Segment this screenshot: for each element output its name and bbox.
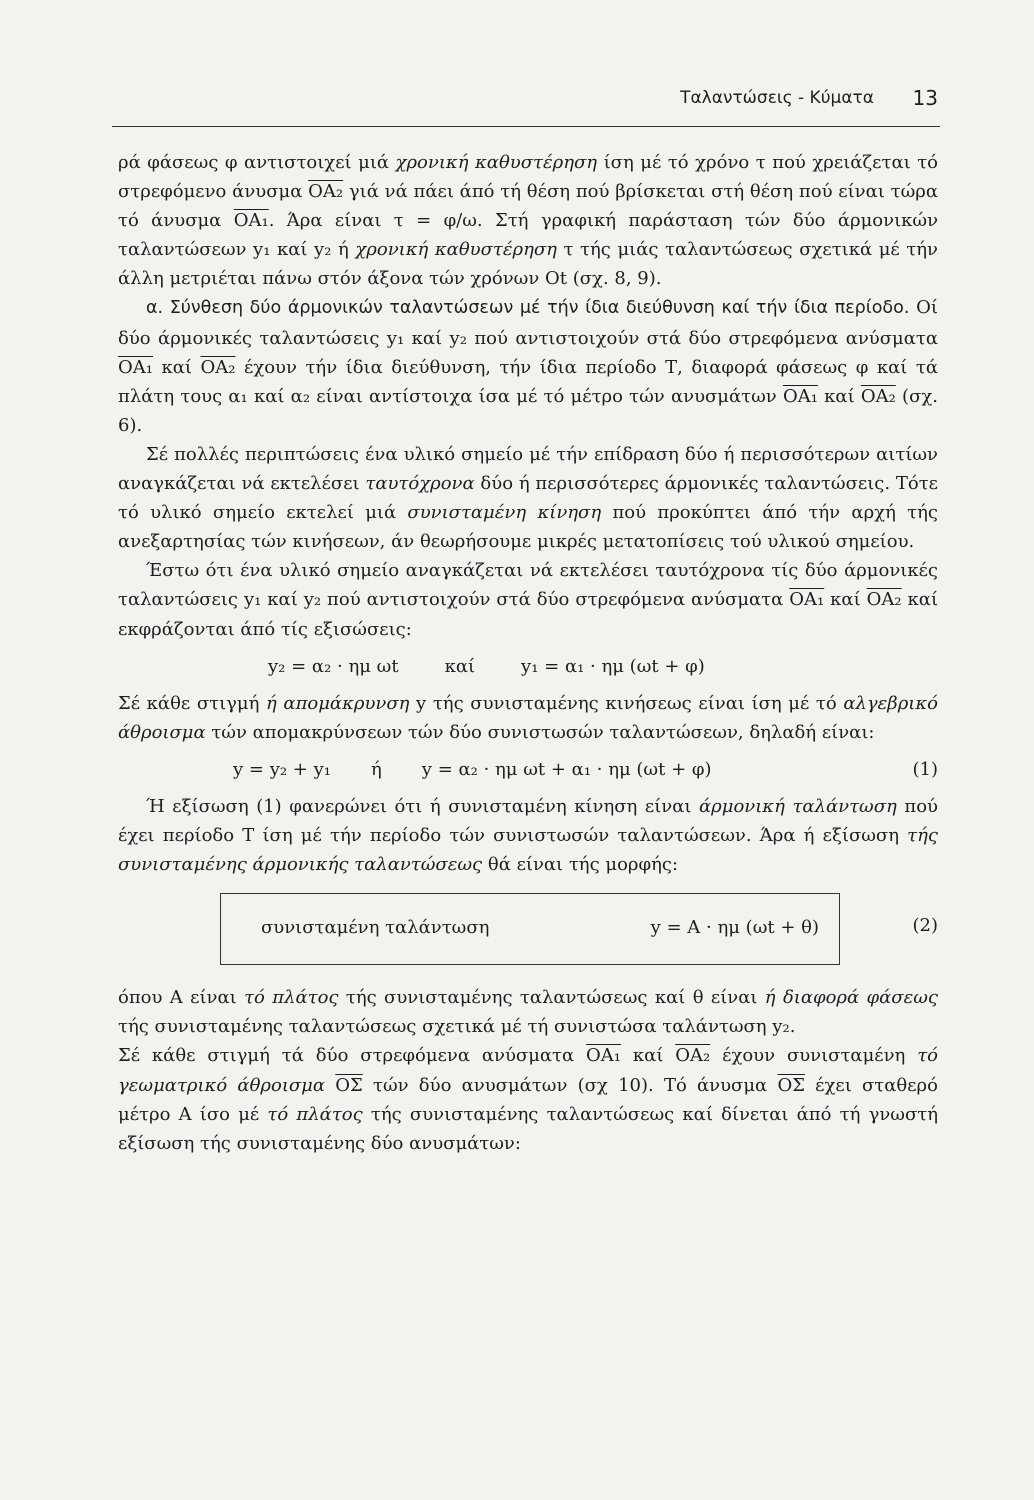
text: γιά νά πάει άπό τή θέση πού βρίσκεται στή θέση πού είναι τώρα τό άνυσμα [118, 181, 938, 232]
vector-symbol: OA₂ [200, 356, 236, 378]
paragraph-displacement [118, 689, 938, 747]
emphasis: ή απομάκρυνση [266, 692, 410, 714]
equation-1-left: y = y₂ + y₁ [233, 758, 331, 780]
emphasis: συνισταμένη κίνηση [407, 502, 602, 524]
text: y τής συνισταμένης κινήσεως είναι ίση μέ τό [409, 692, 844, 714]
equation-number: (2) [912, 915, 938, 937]
text: όπου Α είναι [118, 987, 245, 1009]
equation-1 [118, 755, 938, 784]
vector-symbol: OA₁ [586, 1045, 622, 1067]
vector-symbol: OA₁ [789, 589, 825, 611]
equation-connector: καί [444, 655, 476, 677]
text [325, 1075, 335, 1096]
text: δύο ή περισσότερες άρμονικές ταλαντώσεις. Τότε τό υλικό σημείο εκτελεί μιά [118, 473, 938, 524]
equation-y2: y₂ = α₂ · ημ ωt [268, 655, 399, 677]
emphasis: τό πλάτος [267, 1103, 363, 1125]
page-header [112, 86, 940, 116]
equation-connector: ή [371, 758, 382, 780]
text: καί [824, 589, 867, 611]
text: τ τής μιάς ταλαντώσεως σχετικά μέ τήν άλλη μετριέται πάνω στόν άξονα τών χρόνων Ot (σχ. 8, 9). [118, 239, 939, 290]
vector-symbol: OA₁ [782, 385, 818, 407]
emphasis: ή διαφορά φάσεως [764, 987, 938, 1009]
emphasis: ταυτόχρονα [365, 473, 475, 495]
text: πού προκύπτει άπό τήν αρχή τής ανεξαρτησίας τών κινήσεων, άν θεωρήσουμε μικρές μετατοπίσεις τού υλικού σημείου. [118, 502, 938, 553]
vector-symbol: OA₁ [233, 210, 269, 232]
equation-1-right: y = α₂ · ημ ωt + α₁ · ημ (ωt + φ) [421, 758, 712, 780]
equation-2-box [220, 893, 840, 965]
text: Οί δύο άρμονικές ταλαντώσεις y₁ καί y₂ πού αντιστοιχούν στά δύο στρεφόμενα ανύσματα [118, 297, 938, 349]
emphasis: τό γεωματρικό άθροισμα [118, 1045, 938, 1096]
paragraph-harmonic [118, 792, 938, 879]
paragraph-time-delay [118, 148, 938, 293]
text: τών απομακρύνσεων τών δύο συνιστωσών ταλαντώσεων, δηλαδή είναι: [205, 721, 875, 743]
paragraph-vector-sum [118, 1041, 938, 1157]
text: (σχ. 6). [118, 385, 938, 436]
text: τής συνισταμένης ταλαντώσεως καί δίνεται άπό τή γνωστή εξίσωση τής συνισταμένης δύο ανυσμάτων: [118, 1103, 939, 1154]
equation-2-label: συνισταμένη ταλάντωση [261, 917, 490, 939]
running-title: Ταλαντώσεις - Κύματα [680, 88, 874, 108]
emphasis: αλγεβρικό άθροισμα [118, 692, 938, 743]
section-heading: α. Σύνθεση δύο άρμονικών ταλαντώσεων μέ τήν ίδια διεύθυνση καί τήν ίδια περίοδο. [146, 298, 910, 319]
vector-symbol: OA₂ [308, 181, 344, 203]
text: πού έχει περίοδο Τ ίση μέ τήν περίοδο τών συνιστωσών ταλαντώσεων. Άρα ή εξίσωση [118, 795, 938, 847]
text: ίση μέ τό χρόνο τ πού χρειάζεται τό στρεφόμενο άνυσμα [118, 152, 938, 203]
paragraph-let [118, 556, 938, 643]
equation-number: (1) [912, 758, 938, 780]
equation-2-row [118, 893, 938, 967]
text: Σέ πολλές περιπτώσεις ένα υλικό σημείο μέ τήν επίδραση δύο ή περισσότερων αιτίων αναγκάζεται νά εκτελέσει [118, 443, 938, 495]
text: Σέ κάθε στιγμή τά δύο στρεφόμενα ανύσματα [118, 1045, 587, 1067]
header-rule [112, 126, 940, 127]
text: καί εκφράζονται άπό τίς εξισώσεις: [118, 589, 939, 640]
vector-symbol: OA₂ [675, 1045, 711, 1067]
text: τών δύο ανυσμάτων (σχ 10). Τό άνυσμα [362, 1074, 778, 1096]
equation-y1: y₁ = α₁ · ημ (ωt + φ) [521, 655, 705, 677]
text: έχει σταθερό μέτρο Α ίσο μέ [118, 1074, 938, 1125]
text: τής συνισταμένης ταλαντώσεως καί θ είναι [338, 987, 765, 1009]
text: έχουν συνισταμένη [710, 1045, 918, 1067]
emphasis: χρονική καθυστέρηση [395, 152, 598, 173]
section-a [118, 293, 938, 439]
text: έχουν τήν ίδια διεύθυνση, τήν ίδια περίοδο Τ, διαφορά φάσεως φ καί τά πλάτη τους α₁ καί α₂ είναι αντίστοιχα ίσα μέ τό μέτρο τών ανυσμάτων [118, 356, 938, 407]
text: ρά φάσεως φ αντιστοιχεί μιά [118, 152, 396, 173]
text: καί [152, 356, 201, 378]
vector-symbol: OA₂ [866, 589, 902, 611]
emphasis: χρονική καθυστέρηση [355, 239, 557, 261]
text: θά είναι τής μορφής: [482, 854, 679, 876]
emphasis: τής συνισταμένης άρμονικής ταλαντώσεως [118, 825, 938, 876]
text: Σέ κάθε στιγμή [118, 692, 267, 714]
text: Ή εξίσωση (1) φανερώνει ότι ή συνισταμένη κίνηση είναι [146, 795, 700, 817]
text: καί [817, 385, 861, 407]
text: . Άρα είναι τ = φ/ω. Στή γραφική παράσταση τών δύο άρμονικών ταλαντώσεων y₁ καί y₂ ή [118, 210, 939, 261]
vector-symbol: $\overline{O\Sigma}$ [335, 1074, 363, 1096]
vector-symbol: OA₁ [118, 356, 153, 378]
equation-2-formula: y = A · ημ (ωt + θ) [650, 917, 819, 939]
text: καί [621, 1045, 676, 1067]
text: Έστω ότι ένα υλικό σημείο αναγκάζεται νά εκτελέσει ταυτόχρονα τίς δύο άρμονικές ταλαντώσεις y₁ καί y₂ πού αντιστοιχούν στά δύο στρεφόμενα ανύσματα [118, 560, 938, 611]
page-body [118, 148, 938, 1158]
page-number: 13 [912, 86, 938, 110]
vector-symbol: $\overline{O\Sigma}$ [777, 1074, 805, 1096]
vector-symbol: OA₂ [860, 385, 896, 407]
emphasis: άρμονική ταλάντωση [699, 795, 897, 817]
paragraph-amplitude [118, 983, 938, 1041]
text: τής συνισταμένης ταλαντώσεως σχετικά μέ τή συνιστώσα ταλάντωση y₂. [118, 1016, 796, 1038]
emphasis: τό πλάτος [244, 987, 339, 1009]
equation-components [118, 652, 938, 681]
paragraph-simultaneous [118, 440, 938, 556]
